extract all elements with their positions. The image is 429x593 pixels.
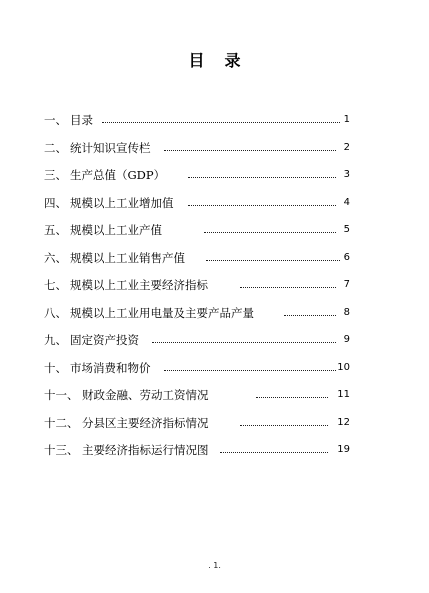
toc-title-char-2: 录 (224, 51, 241, 70)
toc-entry-number: 七、 (44, 278, 67, 292)
footer-page-number: . 1. (208, 561, 221, 570)
toc-entry-page: 12 (337, 416, 350, 428)
toc-leader-dots (188, 201, 336, 206)
toc-entry[interactable] (44, 250, 350, 278)
toc-entry-label: 分县区主要经济指标情况 (82, 415, 209, 430)
toc-leader-dots (220, 448, 328, 453)
toc-entry-number: 四、 (44, 195, 67, 210)
toc-entry-number: 三、 (44, 168, 67, 182)
toc-entry-page: 5 (343, 224, 350, 235)
toc-entry-label: 市场消费和物价 (70, 360, 151, 375)
toc-entry-label: 财政金融、劳动工资情况 (82, 388, 209, 402)
toc-entry-page: 3 (343, 169, 350, 180)
toc-entry-number: 二、 (44, 140, 67, 155)
toc-list (44, 112, 350, 470)
toc-entry-page: 6 (343, 251, 350, 263)
toc-entry-label: 规模以上工业用电量及主要产品产量 (70, 305, 254, 320)
toc-entry-page: 2 (343, 141, 350, 153)
toc-entry-page: 10 (337, 361, 350, 373)
toc-entry-number: 五、 (44, 223, 67, 237)
toc-entry[interactable] (44, 195, 350, 223)
toc-leader-dots (102, 118, 340, 123)
toc-entry-number: 九、 (44, 333, 67, 347)
toc-entry-label: 规模以上工业销售产值 (70, 250, 185, 265)
toc-entry-label: 主要经济指标运行情况图 (82, 443, 209, 457)
toc-leader-dots (284, 311, 336, 316)
toc-entry-page: 11 (337, 389, 350, 400)
toc-entry-page: 7 (343, 279, 350, 290)
toc-entry-number: 六、 (44, 250, 67, 265)
toc-title (0, 48, 429, 71)
toc-entry-number: 十三、 (44, 443, 79, 457)
toc-entry[interactable] (44, 277, 350, 305)
toc-entry-number: 十一、 (44, 388, 79, 402)
toc-entry-label: 固定资产投资 (70, 333, 139, 347)
toc-entry[interactable] (44, 222, 350, 250)
toc-entry-label: 生产总值（GDP） (70, 168, 166, 182)
toc-entry-label: 目录 (70, 113, 93, 127)
toc-entry-page: 19 (337, 444, 350, 455)
toc-entry[interactable] (44, 112, 350, 140)
toc-entry[interactable] (44, 305, 350, 333)
toc-leader-dots (240, 421, 328, 426)
toc-leader-dots (204, 228, 336, 233)
toc-entry-label: 规模以上工业增加值 (70, 195, 174, 210)
toc-leader-dots (240, 283, 336, 288)
toc-entry[interactable] (44, 442, 350, 470)
toc-entry[interactable] (44, 360, 350, 388)
toc-entry[interactable] (44, 415, 350, 443)
toc-entry[interactable] (44, 332, 350, 360)
toc-leader-dots (164, 146, 336, 151)
toc-entry-number: 八、 (44, 305, 67, 320)
toc-entry-number: 十二、 (44, 415, 79, 430)
toc-entry[interactable] (44, 387, 350, 415)
toc-entry-label: 统计知识宣传栏 (70, 140, 151, 155)
toc-entry[interactable] (44, 140, 350, 168)
toc-leader-dots (152, 338, 336, 343)
toc-entry-page: 4 (343, 196, 350, 208)
toc-entry-page: 1 (343, 114, 350, 125)
toc-leader-dots (188, 173, 336, 178)
toc-entry-page: 9 (343, 334, 350, 345)
toc-leader-dots (206, 256, 340, 261)
toc-entry-label: 规模以上工业主要经济指标 (70, 278, 208, 292)
toc-entry-number: 一、 (44, 113, 67, 127)
toc-title-char-1: 目 (188, 51, 205, 70)
toc-entry[interactable] (44, 167, 350, 195)
toc-entry-page: 8 (343, 306, 350, 318)
toc-entry-number: 十、 (44, 360, 67, 375)
toc-entry-label: 规模以上工业产值 (70, 223, 162, 237)
toc-leader-dots (256, 393, 328, 398)
toc-leader-dots (164, 366, 336, 371)
